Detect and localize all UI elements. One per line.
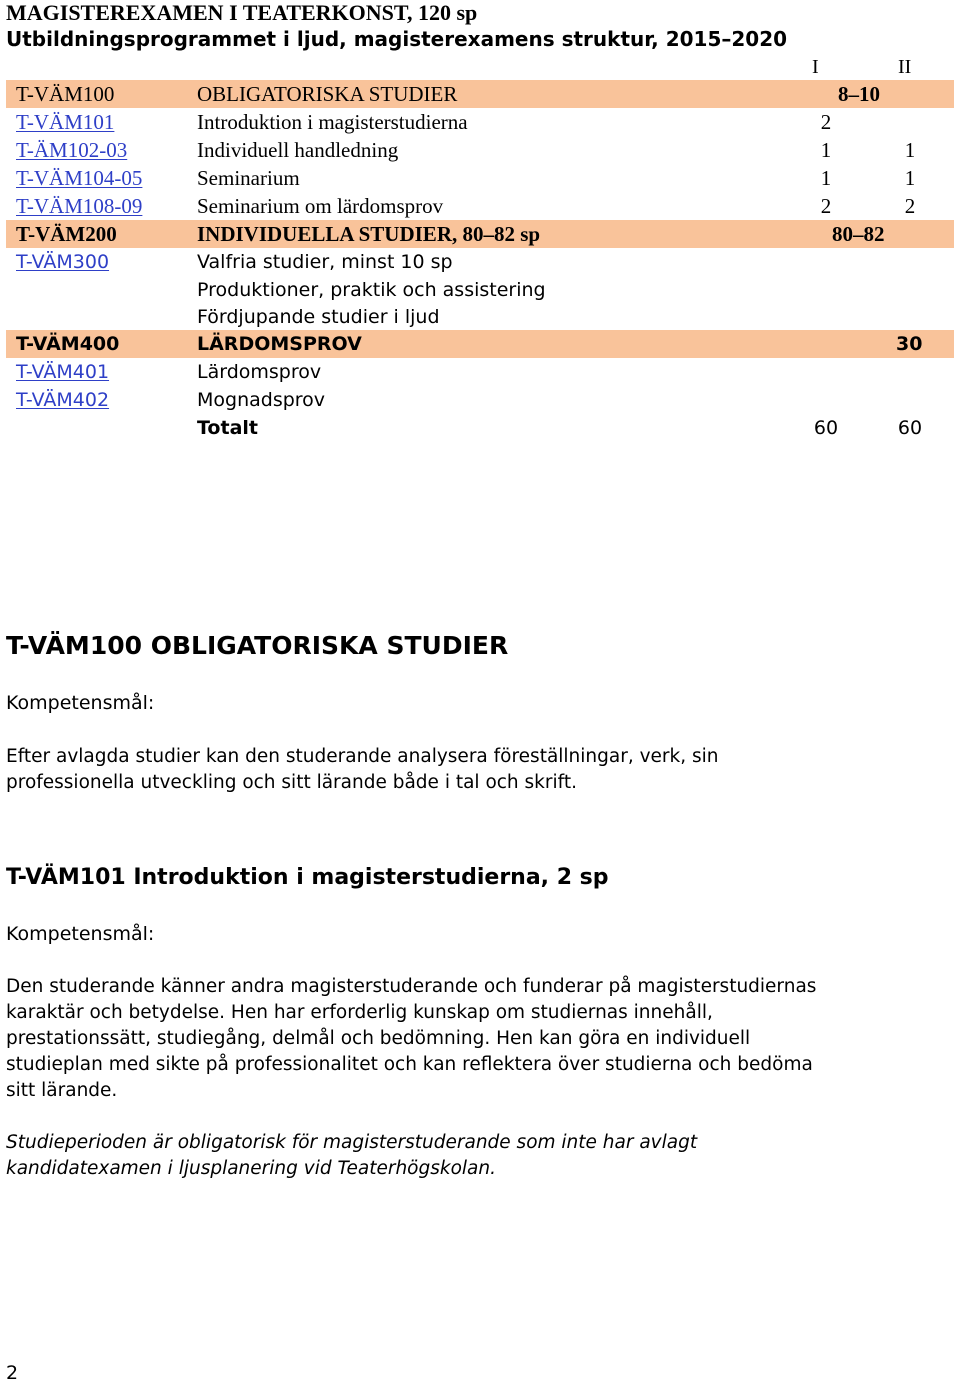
note-line: kandidatexamen i ljusplanering vid Teaterhögskolan. — [6, 1158, 496, 1179]
course-name: Fördjupande studier i ljud — [197, 306, 440, 328]
table-row-total — [6, 414, 954, 442]
document-subtitle: Utbildningsprogrammet i ljud, magisterexamens struktur, 2015–2020 — [6, 27, 788, 51]
course-name: Lärdomsprov — [197, 361, 322, 383]
credits-span: 8–10 — [838, 82, 880, 106]
document-title: MAGISTEREXAMEN I TEATERKONST, 120 sp — [6, 0, 478, 25]
total-year-i: 60 — [813, 417, 839, 439]
table-row — [6, 80, 954, 108]
total-label: Totalt — [197, 417, 258, 439]
paragraph-line: sitt lärande. — [6, 1080, 118, 1101]
total-year-ii: 60 — [897, 417, 923, 439]
table-row — [6, 136, 954, 164]
course-name: Introduktion i magisterstudierna — [197, 110, 468, 134]
credits-span: 30 — [896, 333, 923, 355]
paragraph-line: karaktär och betydelse. Hen har erforderlig kunskap om studiernas innehåll, — [6, 1002, 713, 1023]
paragraph-line: studieplan med sikte på professionalitet och kan reflektera över studierna och bedöma — [6, 1054, 813, 1075]
section-heading: T-VÄM101 Introduktion i magisterstudierna, 2 sp — [6, 865, 609, 890]
course-name: LÄRDOMSPROV — [197, 333, 362, 355]
paragraph-line: Den studerande känner andra magisterstuderande och funderar på magisterstudiernas — [6, 976, 817, 997]
course-code: T-VÄM400 — [16, 333, 120, 355]
table-row — [6, 330, 954, 358]
credits-year-ii: 2 — [904, 194, 916, 218]
course-name: Produktioner, praktik och assistering — [197, 279, 546, 301]
table-row — [6, 303, 954, 331]
credits-span: 80–82 — [832, 222, 885, 246]
course-code-link[interactable]: T-VÄM401 — [16, 361, 110, 383]
page-number: 2 — [6, 1362, 19, 1384]
section-note — [6, 1130, 846, 1182]
section-paragraph — [6, 974, 846, 1104]
credits-year-ii: 1 — [904, 138, 916, 162]
competence-goals-label: Kompetensmål: — [6, 923, 155, 945]
competence-goals-label: Kompetensmål: — [6, 692, 155, 714]
credits-year-i: 2 — [820, 110, 832, 134]
table-row — [6, 192, 954, 220]
column-header-i: I — [812, 56, 819, 78]
table-row — [6, 276, 954, 304]
note-line: Studieperioden är obligatorisk för magisterstuderande som inte har avlagt — [6, 1132, 698, 1153]
paragraph-line: professionella utveckling och sitt lärande både i tal och skrift. — [6, 772, 577, 793]
course-name: OBLIGATORISKA STUDIER — [197, 82, 458, 106]
section-paragraph — [6, 744, 846, 796]
course-code-link[interactable]: T-VÄM108-09 — [16, 194, 143, 218]
course-name: Mognadsprov — [197, 389, 326, 411]
credits-year-i: 2 — [820, 194, 832, 218]
course-name: Seminarium — [197, 166, 300, 190]
course-code: T-VÄM100 — [16, 82, 115, 106]
credits-year-i: 1 — [820, 138, 832, 162]
paragraph-line: Efter avlagda studier kan den studerande analysera föreställningar, verk, sin — [6, 746, 719, 767]
course-name: Seminarium om lärdomsprov — [197, 194, 444, 218]
column-header-ii: II — [898, 56, 912, 78]
table-row — [6, 164, 954, 192]
table-row — [6, 108, 954, 136]
course-code-link[interactable]: T-VÄM300 — [16, 251, 110, 273]
course-code-link[interactable]: T-VÄM104-05 — [16, 166, 143, 190]
credits-year-i: 1 — [820, 166, 832, 190]
course-code-link[interactable]: T-VÄM101 — [16, 110, 115, 134]
table-row — [6, 358, 954, 386]
course-name: INDIVIDUELLA STUDIER, 80–82 sp — [197, 222, 541, 246]
course-code-link[interactable]: T-ÄM102-03 — [16, 138, 128, 162]
paragraph-line: prestationssätt, studiegång, delmål och bedömning. Hen kan göra en individuell — [6, 1028, 751, 1049]
credits-year-ii: 1 — [904, 166, 916, 190]
table-row — [6, 248, 954, 276]
section-heading: T-VÄM100 OBLIGATORISKA STUDIER — [6, 631, 509, 660]
course-code-link[interactable]: T-VÄM402 — [16, 389, 110, 411]
course-name: Valfria studier, minst 10 sp — [197, 251, 453, 273]
table-row — [6, 220, 954, 248]
course-code: T-VÄM200 — [16, 222, 117, 246]
table-row — [6, 386, 954, 414]
course-name: Individuell handledning — [197, 138, 399, 162]
